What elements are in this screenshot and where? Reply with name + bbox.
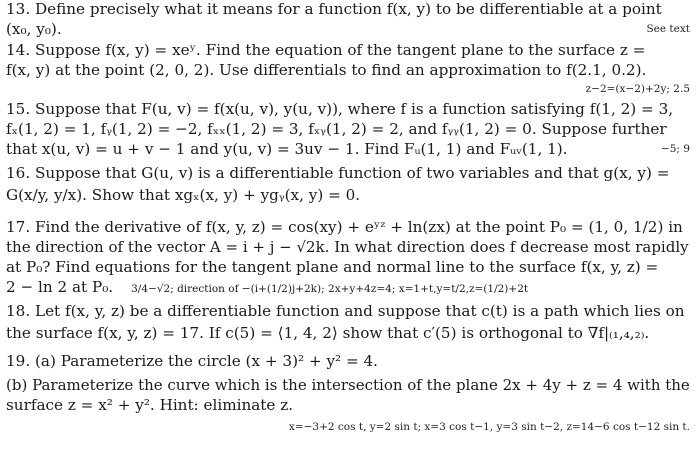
problem-17-line-1: 17. Find the derivative of f(x, y, z) = cos(xy) + eʸᶻ + ln(zx) at the point P₀ = (1, 0, 1/2) in: [6, 218, 683, 236]
problem-17-answer: 3/4−√2; direction of −(i+(1/2)j+2k); 2x+y+4z=4; x=1+t,y=t/2,z=(1/2)+2t: [131, 283, 529, 295]
problem-15-answer: −5; 9: [660, 143, 690, 155]
problem-17-line-3: at P₀? Find equations for the tangent plane and normal line to the surface f(x, y, z) =: [6, 258, 659, 276]
problem-13-line-2: (x₀, y₀).: [6, 20, 62, 38]
problem-18-line-2: the surface f(x, y, z) = 17. If c(5) = ⟨1, 4, 2⟩ show that c′(5) is orthogonal to ∇f|₍₁,₄,₂₎.: [6, 324, 650, 342]
problem-16-line-2: G(x/y, y/x). Show that xgₓ(x, y) + ygᵧ(x, y) = 0.: [6, 186, 361, 204]
problem-15-line-3: that x(u, v) = u + v − 1 and y(u, v) = 3uv − 1. Find Fᵤ(1, 1) and Fᵤᵥ(1, 1).: [6, 140, 568, 158]
problem-15-line-1: 15. Suppose that F(u, v) = f(x(u, v), y(u, v)), where f is a function satisfying f(1, 2) = 3,: [6, 100, 674, 118]
problem-19-answer: x=−3+2 cos t, y=2 sin t; x=3 cos t−1, y=3 sin t−2, z=14−6 cos t−12 sin t.: [288, 421, 690, 433]
problem-19-line-1: 19. (a) Parameterize the circle (x + 3)² + y² = 4.: [6, 352, 379, 370]
problem-13-line-1: 13. Define precisely what it means for a function f(x, y) to be differentiable at a point: [6, 0, 662, 18]
problem-13-answer: See text: [646, 23, 690, 35]
problem-18-line-1: 18. Let f(x, y, z) be a differentiable function and suppose that c(t) is a path which lies on: [6, 302, 685, 320]
problem-16-line-1: 16. Suppose that G(u, v) is a differentiable function of two variables and that g(x, y) =: [6, 164, 670, 182]
problem-17-line-2: the direction of the vector A = i + j − √2k. In what direction does f decrease most rapidly: [6, 238, 689, 256]
problem-14-answer: z−2=(x−2)+2y; 2.5: [585, 83, 690, 95]
problem-19-line-3: surface z = x² + y². Hint: eliminate z.: [6, 396, 294, 414]
problem-14-line-1: 14. Suppose f(x, y) = xeʸ. Find the equation of the tangent plane to the surface z =: [6, 41, 646, 59]
problem-14-line-2: f(x, y) at the point (2, 0, 2). Use differentials to find an approximation to f(2.1, 0.2).: [6, 61, 647, 79]
problem-17-line-4-text: 2 − ln 2 at P₀.: [6, 278, 114, 296]
problem-17-line-4: [6, 278, 690, 298]
problem-15-line-2: fₓ(1, 2) = 1, fᵧ(1, 2) = −2, fₓₓ(1, 2) = 3, fₓᵧ(1, 2) = 2, and fᵧᵧ(1, 2) = 0. Suppose further: [6, 120, 667, 138]
problem-19-line-2: (b) Parameterize the curve which is the intersection of the plane 2x + 4y + z = 4 with the: [6, 376, 690, 394]
